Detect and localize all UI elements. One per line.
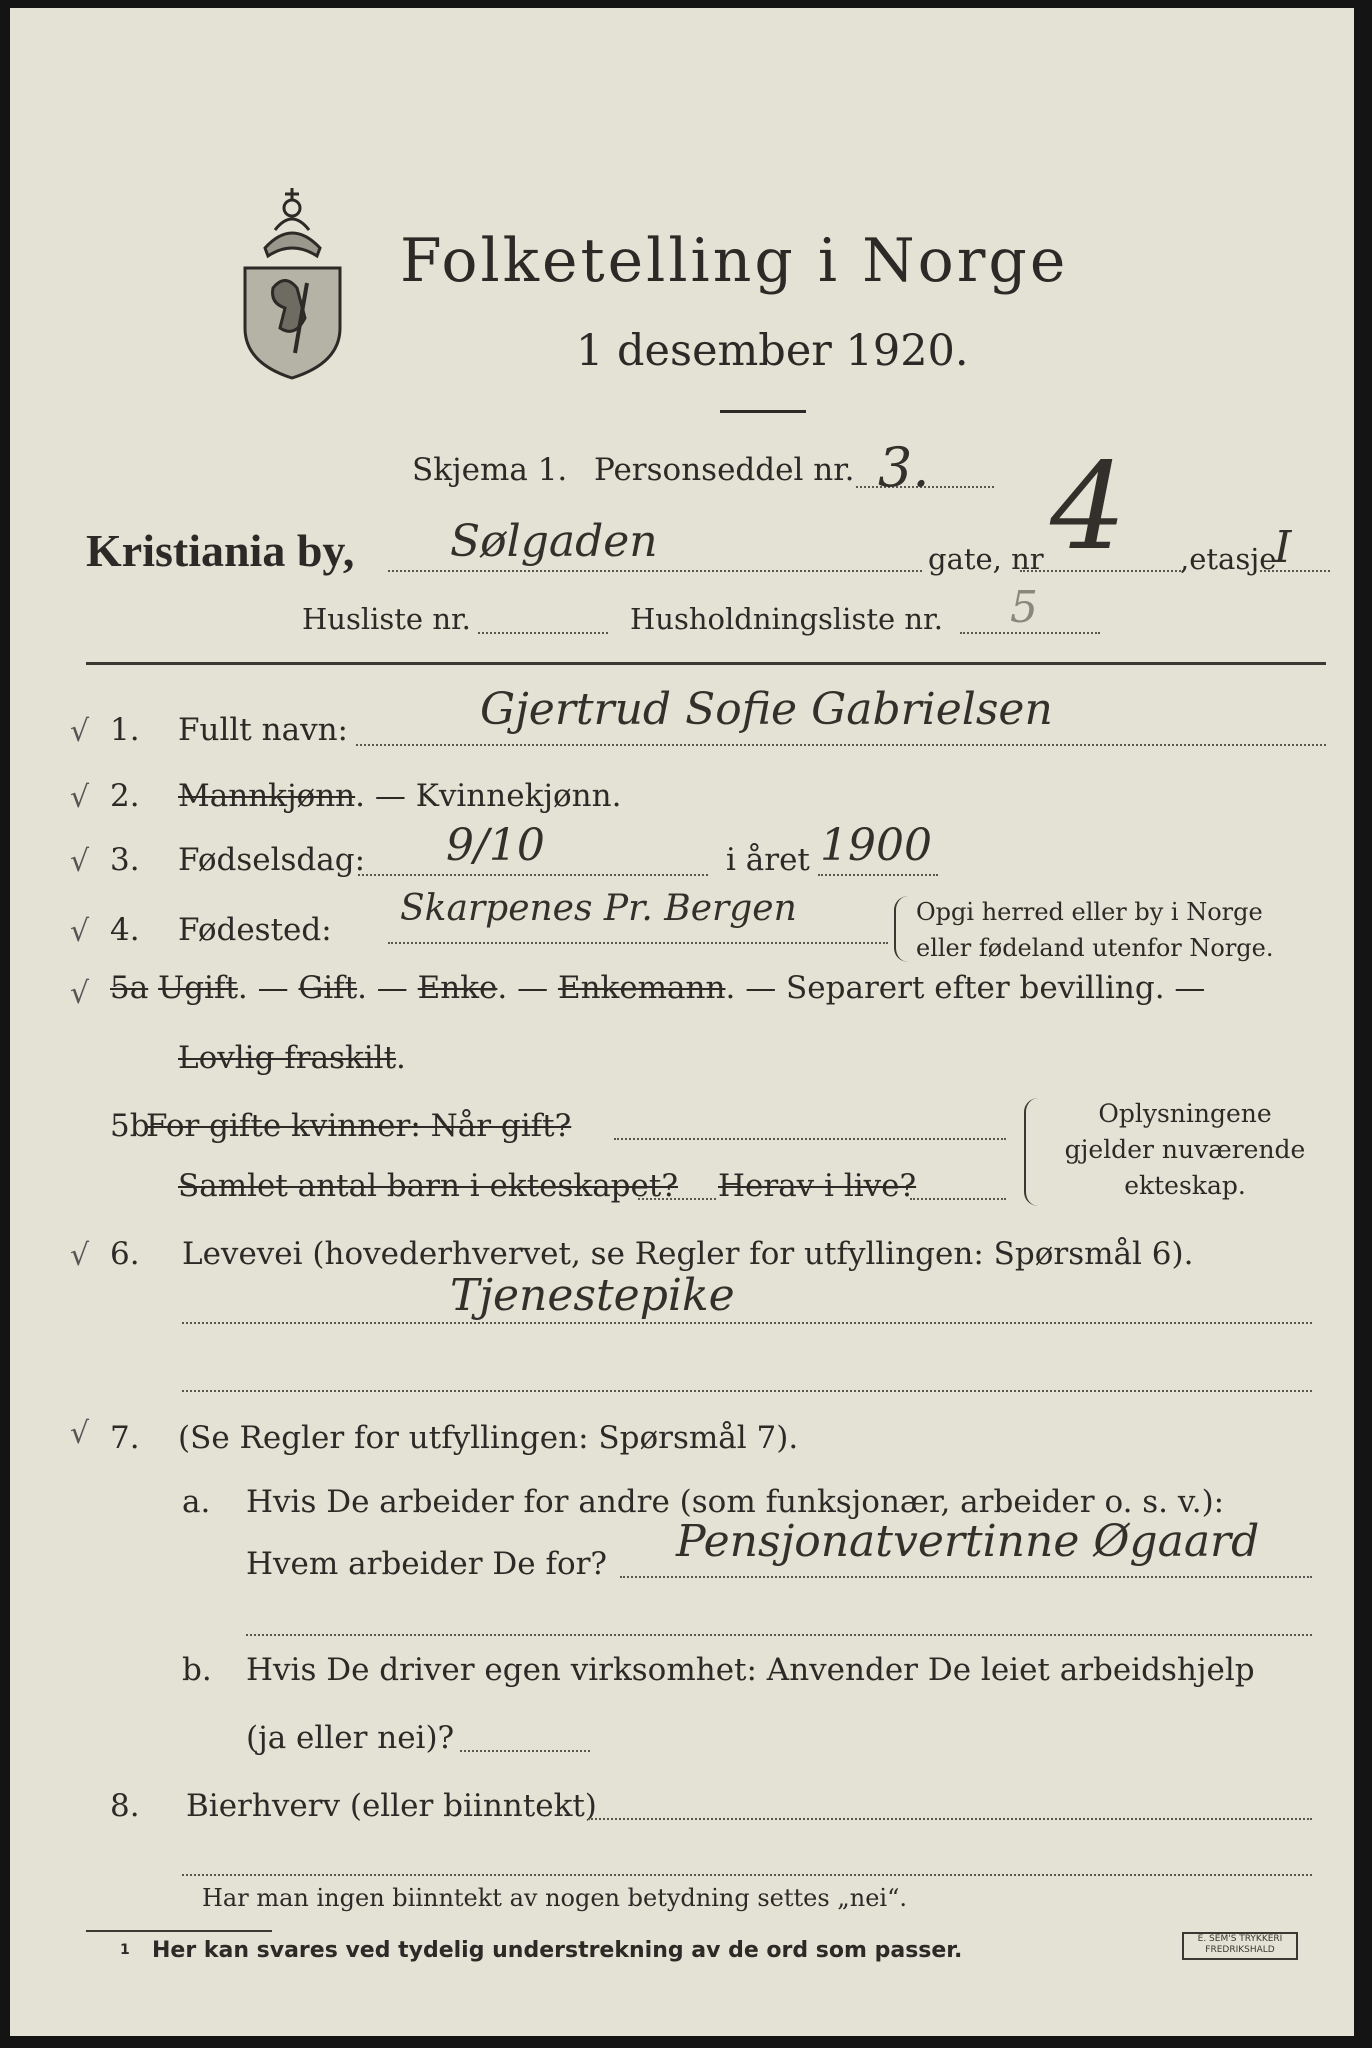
q6-number: 6. [110,1236,140,1272]
q6-label: Levevei (hovederhvervet, se Regler for utfyllingen: Spørsmål 6). [182,1236,1194,1272]
q1-line [356,744,1326,746]
q2-options [178,778,621,814]
q7a-text: Hvis De arbeider for andre (som funksjonær, arbeider o. s. v.): [246,1484,1225,1520]
q5b-number: 5b [110,1108,150,1144]
printer-line2: FREDRIKSHALD [1205,1945,1275,1955]
q8-note: Har man ingen biinntekt av nogen betydning settes „nei“. [202,1884,907,1912]
q5b-line2-dots [638,1198,716,1200]
q5b-line2b-dots [910,1198,1006,1200]
q7b-question: (ja eller nei)? [246,1720,455,1756]
title-divider [720,410,806,413]
q5b-line2b: Herav i live? [718,1168,917,1204]
q5a-sep2: . — [357,970,418,1006]
printer-line1: E. SEM'S TRYKKERI [1197,1934,1283,1944]
q7b-text: Hvis De driver egen virksomhet: Anvender De leiet arbeidshjelp [246,1652,1255,1688]
q1-number: 1. [110,712,140,748]
q2-number: 2. [110,778,140,814]
q8-line2 [182,1874,1312,1876]
q2-male: Mannkjønn [178,778,356,814]
q4-brace [894,896,908,962]
q5a-lovlig-text: Lovlig fraskilt [178,1040,397,1076]
q8-number: 8. [110,1788,140,1824]
q3-value: 9/10 [446,820,545,871]
q6-line1 [182,1322,1312,1324]
q5b-brace [1024,1098,1040,1206]
q4-value: Skarpenes Pr. Bergen [400,888,797,929]
etasje-value: I [1274,522,1292,573]
form-date: 1 desember 1920. [576,326,969,376]
check-mark-icon: √ [70,976,90,1011]
q4-note-line1: Opgi herred eller by i Norge [916,898,1263,926]
q5a-number: 5a [110,970,149,1006]
q5a-ugift: Ugift [158,970,238,1006]
q6-line2 [182,1390,1312,1392]
q4-label: Fødested: [178,912,332,948]
q3-label: Fødselsdag: [178,842,366,878]
check-mark-icon: √ [70,780,90,815]
q3-year-label: i året [726,842,810,878]
q4-line [388,942,888,944]
q1-label: Fullt navn: [178,712,348,748]
etasje-line [1260,570,1330,572]
gate-label: gate, nr [928,542,1044,576]
husholdningsliste-value: 5 [1010,582,1038,633]
q5a-lovlig [178,1040,406,1076]
q4-number: 4. [110,912,140,948]
q5b-note [1040,1096,1330,1204]
gate-line [388,570,922,572]
gate-value: Sølgaden [450,516,658,567]
check-mark-icon: √ [70,1416,90,1451]
q3-year-value: 1900 [820,820,932,871]
q6-value: Tjenestepike [450,1270,735,1321]
q5b-note2: gjelder nuværende [1064,1135,1306,1164]
q7a-question: Hvem arbeider De for? [246,1546,608,1582]
check-mark-icon: √ [70,844,90,879]
q7a-value: Pensjonatvertinne Øgaard [676,1516,1260,1567]
q7a-letter: a. [182,1484,211,1520]
gate-nr-value: 4 [1050,438,1127,577]
check-mark-icon: √ [70,1238,90,1273]
q5a-sep4: . — [725,970,787,1006]
printer-stamp [1182,1932,1298,1960]
check-mark-icon: √ [70,714,90,749]
q5b-line1: For gifte kvinner: Når gift? [146,1108,572,1144]
q5a-end: . — [1154,970,1206,1006]
census-form [10,8,1354,2036]
q1-value: Gjertrud Sofie Gabrielsen [480,684,1053,735]
q5a-lovlig-end: . [396,1040,406,1076]
skjema-label: Skjema 1. [412,452,568,488]
q4-note [916,894,1274,966]
q2-sep: . — [355,778,416,814]
q5a-separert: Separert efter bevilling [786,970,1155,1006]
q8-line1 [588,1818,1312,1820]
q5a-enke: Enke [417,970,498,1006]
personseddel-label: Personseddel nr. [594,452,855,488]
header-divider [86,662,1326,665]
q8-label: Bierhverv (eller biinntekt) [186,1788,597,1824]
q2-end: . [611,778,622,814]
q7b-line [460,1750,590,1752]
etasje-label: ,etasje [1180,542,1277,576]
q5a-row [110,970,1205,1006]
q2-female: Kvinnekjønn [415,778,612,814]
q5b-line2a: Samlet antal barn i ekteskapet? [178,1168,678,1204]
q5b-note3: ekteskap. [1124,1171,1246,1200]
q5b-line1-dots [614,1138,1006,1140]
q7a-line2 [246,1634,1312,1636]
q7-number: 7. [110,1420,140,1456]
q3-year-line [818,874,938,876]
q7a-line1 [620,1576,1312,1578]
husholdningsliste-label: Husholdningsliste nr. [630,602,943,636]
q7-label: (Se Regler for utfyllingen: Spørsmål 7). [178,1420,799,1456]
husliste-line [478,632,608,634]
q3-number: 3. [110,842,140,878]
footnote-divider [86,1930,272,1932]
husliste-label: Husliste nr. [302,602,471,636]
q5b-note1: Oplysningene [1098,1099,1272,1128]
q5b-line2 [178,1168,678,1204]
coat-of-arms-icon [235,178,350,383]
q5a-gift: Gift [298,970,358,1006]
footnote-text: Her kan svares ved tydelig understrekning av de ord som passer. [152,1938,963,1963]
location-label: Kristiania by, [86,525,355,576]
personseddel-value: 3. [878,436,930,499]
q4-note-line2: eller fødeland utenfor Norge. [916,934,1274,962]
q3-line [358,874,708,876]
form-title: Folketelling i Norge [400,226,1069,296]
q5a-enkemann: Enkemann [557,970,726,1006]
footnote-mark: 1 [120,1942,130,1958]
q5a-sep3: . — [497,970,558,1006]
q7b-letter: b. [182,1652,212,1688]
check-mark-icon: √ [70,914,90,949]
q5a-sep1: . — [237,970,299,1006]
